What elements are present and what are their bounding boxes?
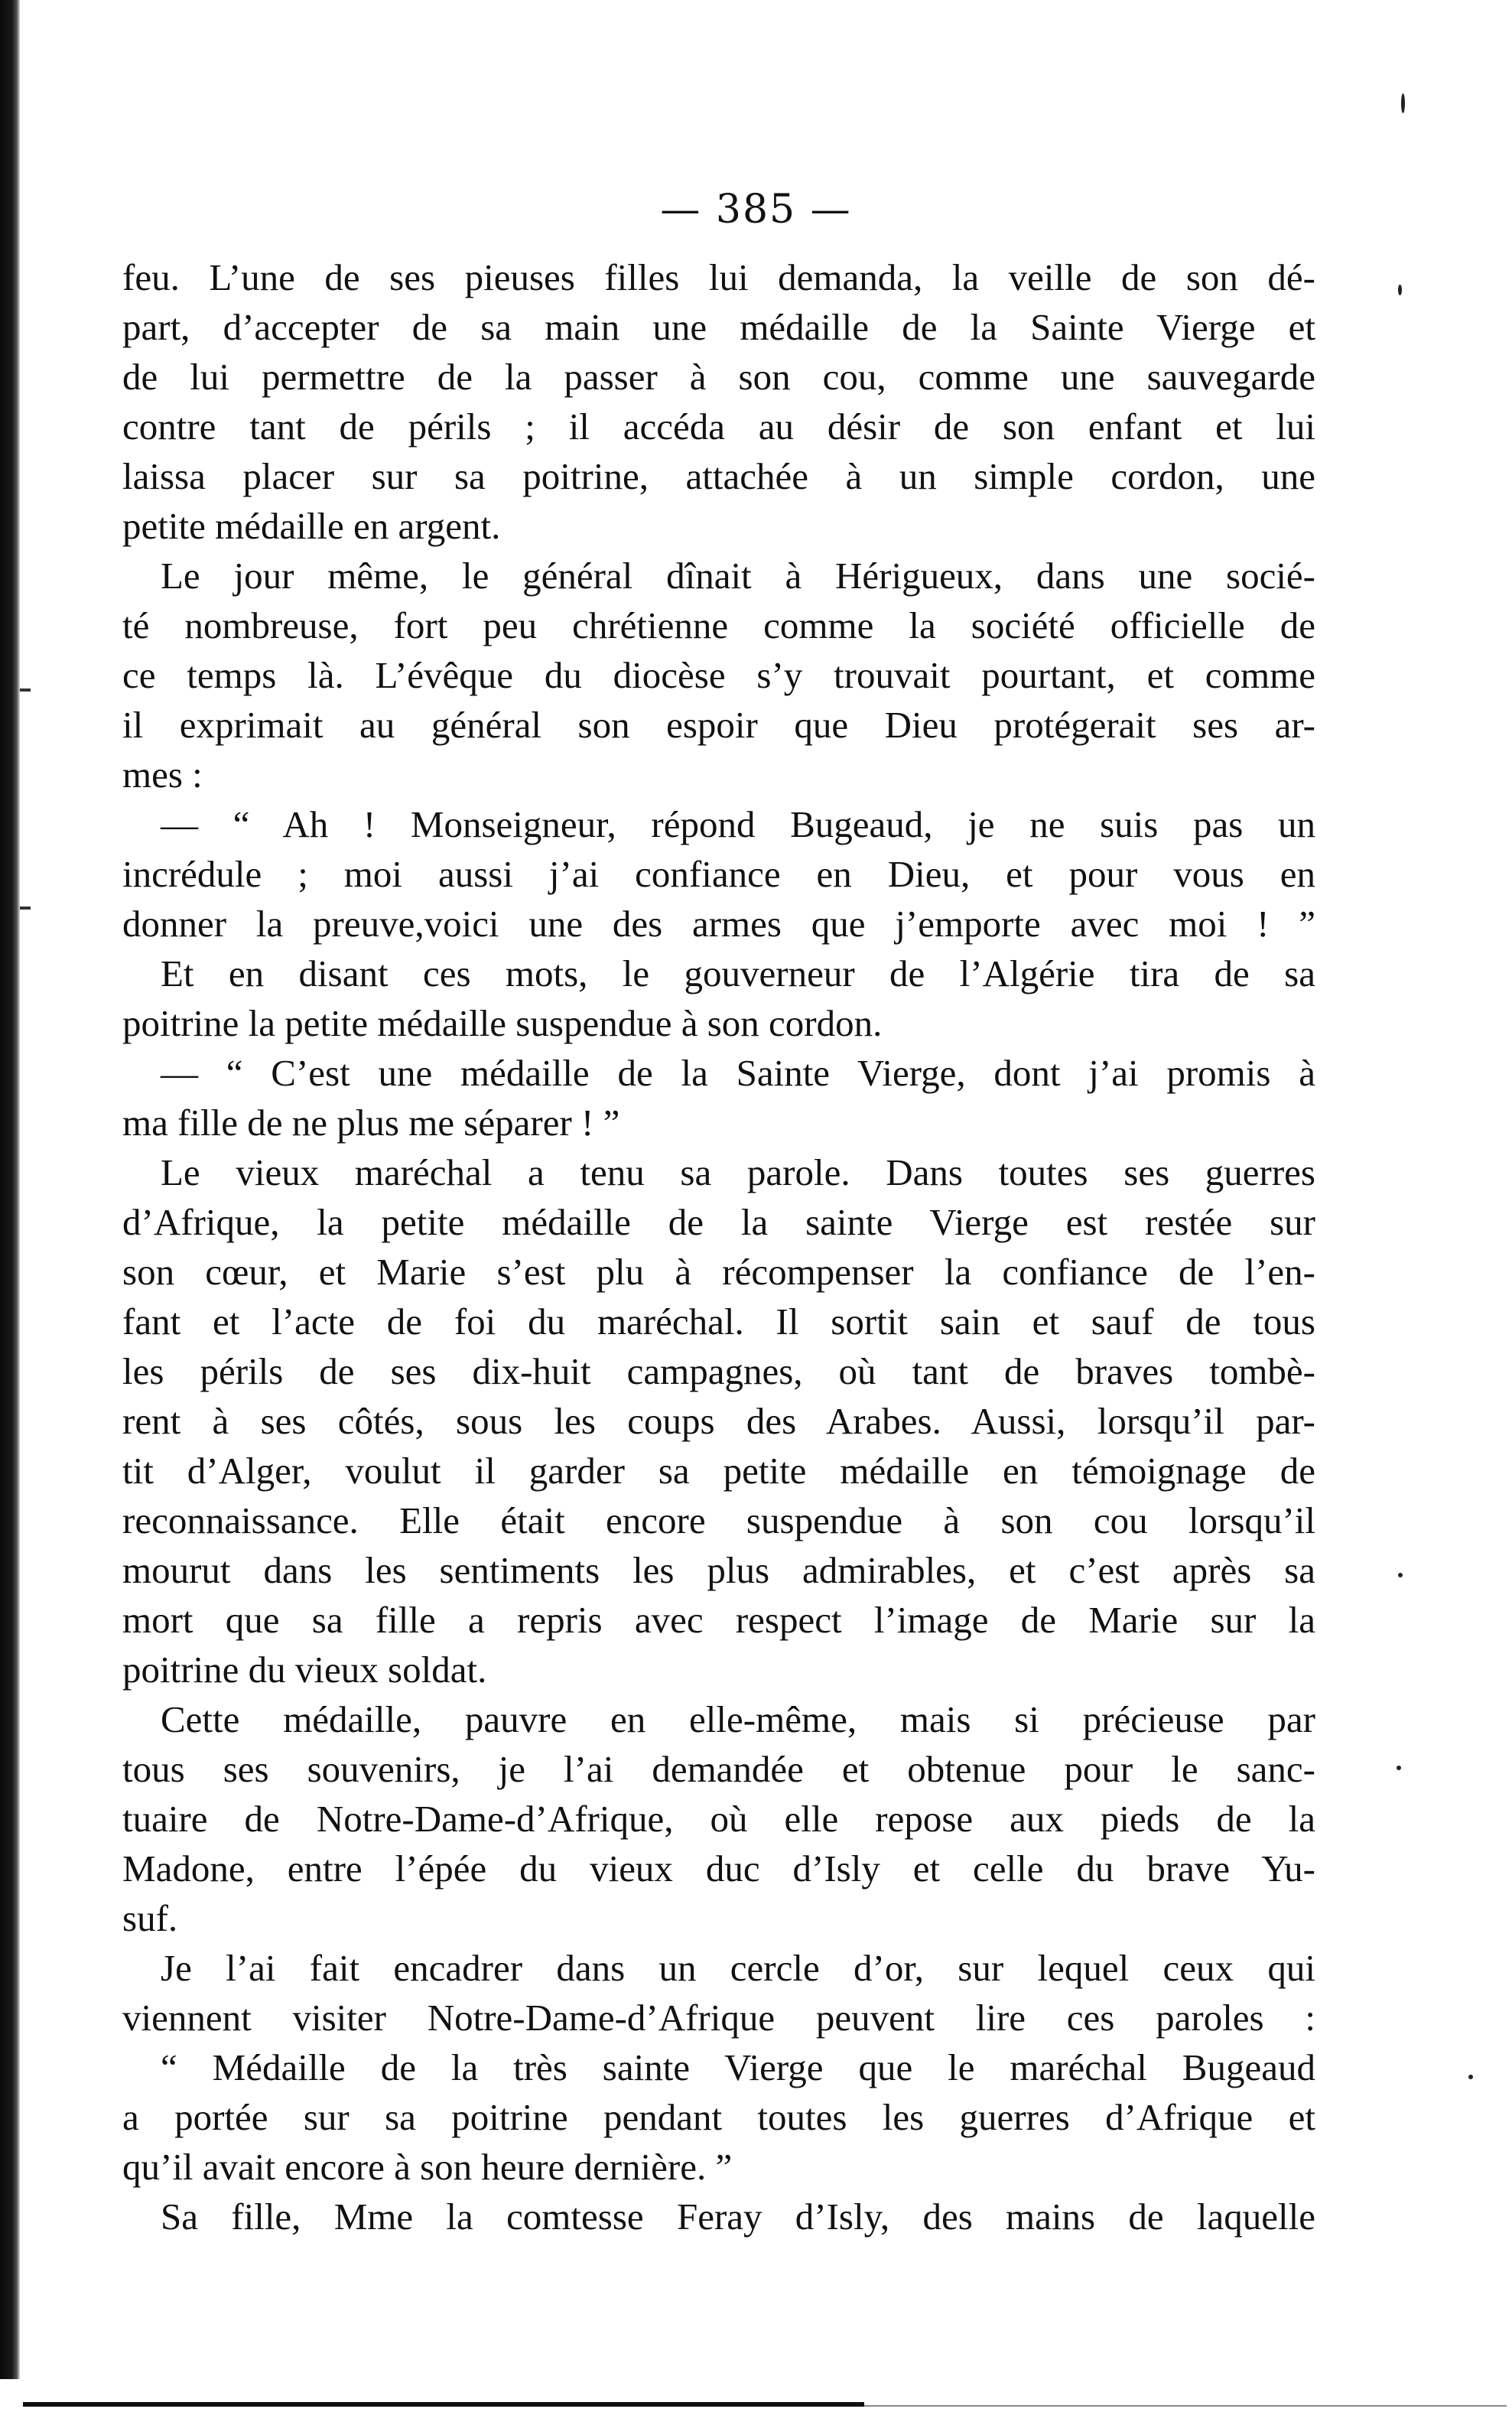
spine-mark (20, 907, 31, 910)
page-number: — 385 — (660, 187, 852, 233)
body-text (122, 252, 1315, 2241)
scan-speck (1468, 2075, 1473, 2079)
spine-mark (20, 688, 31, 692)
text-line: Sa fille, Mme la comtesse Feray d’Isly, des mains de laquelle (161, 2196, 1315, 2238)
text-line: il exprimait au général son espoir que Dieu protégerait ses ar- (122, 704, 1315, 746)
text-line: té nombreuse, fort peu chrétienne comme la société officielle de (122, 604, 1315, 646)
text-line: son cœur, et Marie s’est plu à récompenser la confiance de l’en- (122, 1251, 1315, 1293)
book-spine-shadow (0, 0, 20, 2379)
text-line: rent à ses côtés, sous les coups des Arabes. Aussi, lorsqu’il par- (122, 1400, 1315, 1442)
text-line: — “ C’est une médaille de la Sainte Vierge, dont j’ai promis à (161, 1052, 1315, 1094)
text-line: d’Afrique, la petite médaille de la sainte Vierge est restée sur (122, 1201, 1315, 1243)
text-line: part, d’accepter de sa main une médaille de la Sainte Vierge et (122, 306, 1315, 348)
text-line: a portée sur sa poitrine pendant toutes les guerres d’Afrique et (122, 2096, 1315, 2138)
text-line: petite médaille en argent. (122, 505, 501, 547)
text-line: reconnaissance. Elle était encore suspendue à son cou lorsqu’il (122, 1499, 1315, 1541)
text-line: mourut dans les sentiments les plus admirables, et c’est après sa (122, 1549, 1315, 1591)
text-line: contre tant de périls ; il accéda au désir de son enfant et lui (122, 405, 1315, 448)
text-line: poitrine du vieux soldat. (122, 1649, 487, 1691)
text-line: poitrine la petite médaille suspendue à son cordon. (122, 1002, 883, 1044)
text-line: Madone, entre l’épée du vieux duc d’Isly et celle du brave Yu- (122, 1847, 1315, 1890)
text-line: tuaire de Notre-Dame-d’Afrique, où elle repose aux pieds de la (122, 1798, 1315, 1840)
text-line: donner la preuve,voici une des armes que j’emporte avec moi ! ” (122, 903, 1315, 945)
scan-speck (1401, 93, 1405, 113)
text-line: de lui permettre de la passer à son cou, comme une sauvegarde (122, 356, 1315, 398)
text-line: viennent visiter Notre-Dame-d’Afrique peuvent lire ces paroles : (122, 1997, 1315, 2039)
scan-speck (1398, 285, 1402, 295)
text-line: tous ses souvenirs, je l’ai demandée et obtenue pour le sanc- (122, 1748, 1315, 1790)
text-line: mort que sa fille a repris avec respect l’image de Marie sur la (122, 1599, 1315, 1641)
text-line: Et en disant ces mots, le gouverneur de l’Algérie tira de sa (161, 952, 1315, 994)
text-line: tit d’Alger, voulut il garder sa petite médaille en témoignage de (122, 1450, 1315, 1492)
text-line: Le jour même, le général dînait à Hérigueux, dans une socié- (161, 555, 1315, 597)
text-line: Je l’ai fait encadrer dans un cercle d’or, sur lequel ceux qui (161, 1947, 1315, 1989)
text-line: “ Médaille de la très sainte Vierge que le maréchal Bugeaud (161, 2046, 1315, 2088)
text-line: Cette médaille, pauvre en elle-même, mais si précieuse par (161, 1698, 1315, 1740)
scan-speck (1397, 1766, 1401, 1770)
text-line: feu. L’une de ses pieuses filles lui demanda, la veille de son dé- (122, 256, 1315, 298)
text-line: — “ Ah ! Monseigneur, répond Bugeaud, je ne suis pas un (161, 803, 1315, 845)
text-line: fant et l’acte de foi du maréchal. Il sortit sain et sauf de tous (122, 1300, 1315, 1343)
text-line: les périls de ses dix-huit campagnes, où tant de braves tombè- (122, 1350, 1315, 1392)
text-line: qu’il avait encore à son heure dernière. ” (122, 2146, 733, 2188)
text-line: laissa placer sur sa poitrine, attachée à un simple cordon, une (122, 455, 1315, 497)
text-line: ma fille de ne plus me séparer ! ” (122, 1102, 620, 1144)
bottom-edge-rule-thin (864, 2405, 1507, 2407)
text-line: suf. (122, 1897, 178, 1939)
text-line: Le vieux maréchal a tenu sa parole. Dans toutes ses guerres (161, 1151, 1315, 1193)
scan-speck (1398, 1573, 1403, 1577)
bottom-edge-rule (23, 2402, 864, 2407)
text-line: ce temps là. L’évêque du diocèse s’y trouvait pourtant, et comme (122, 654, 1315, 696)
text-line: mes : (122, 754, 203, 796)
text-line: incrédule ; moi aussi j’ai confiance en Dieu, et pour vous en (122, 853, 1315, 895)
